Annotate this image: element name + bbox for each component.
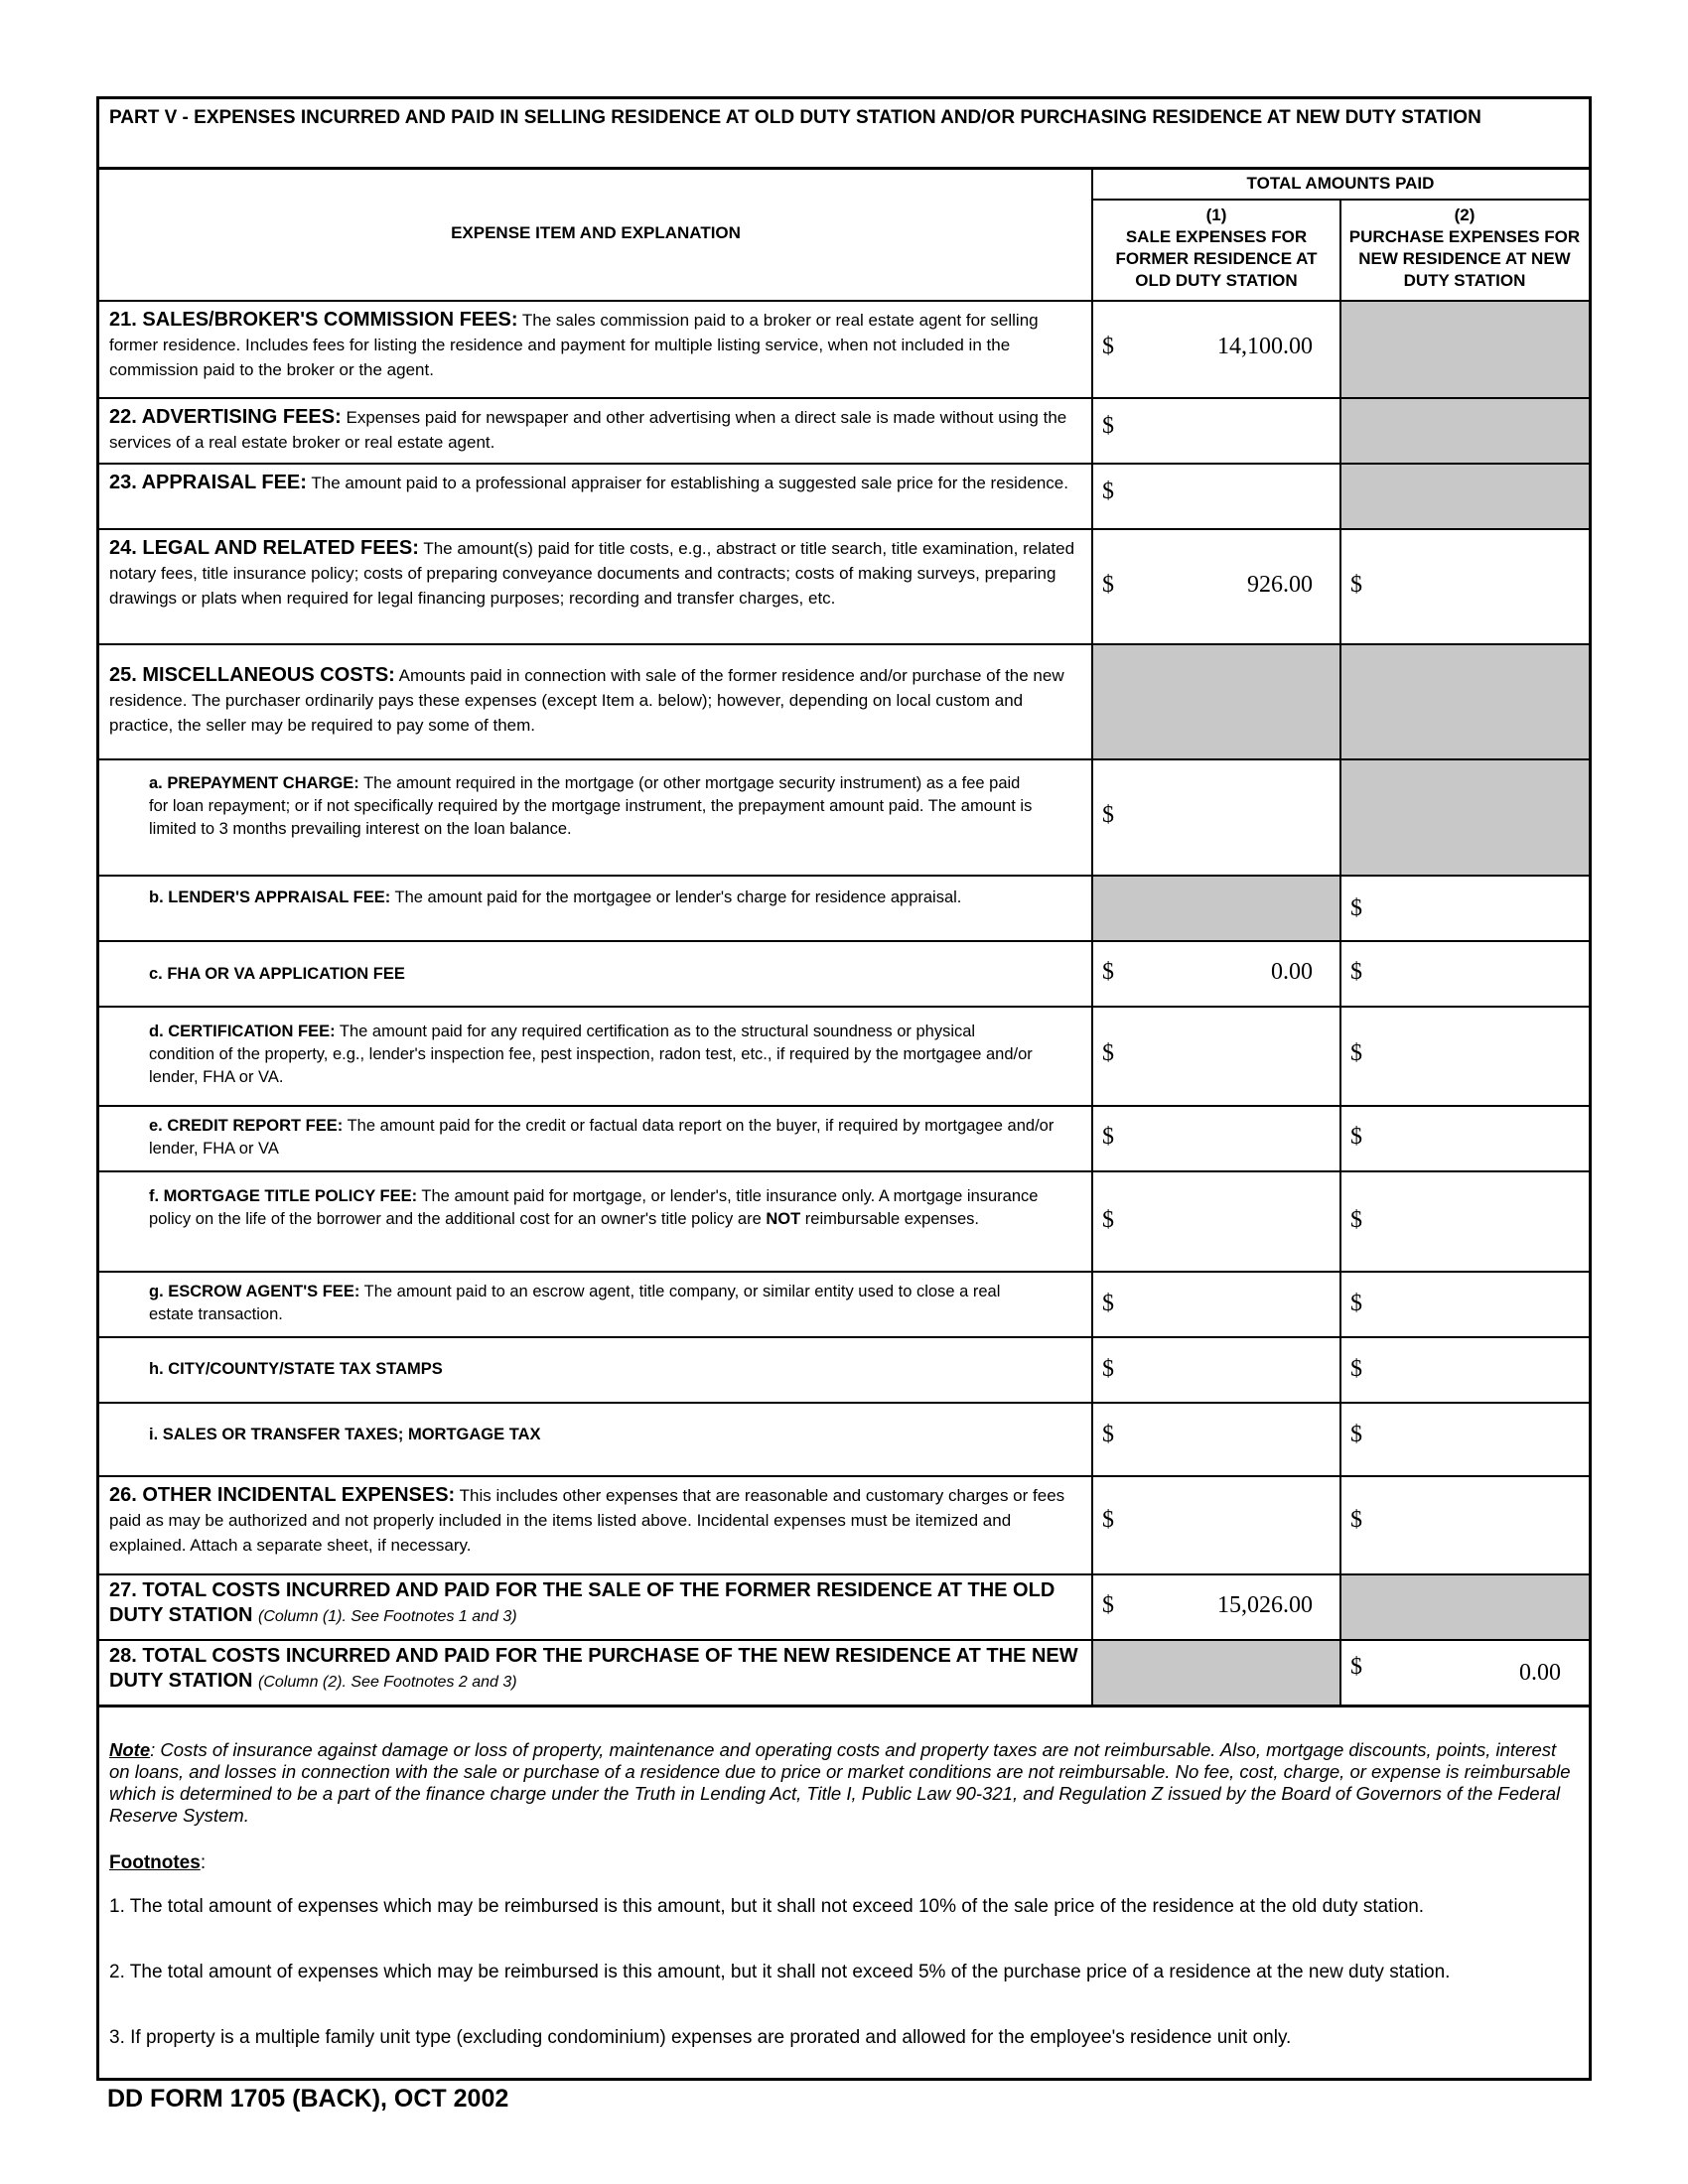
dollar-sign: $ [1102,1422,1114,1447]
dollar-sign: $ [1102,1507,1114,1533]
item-22: 22. ADVERTISING FEES: Expenses paid for newspaper and other advertising when a direct sale is made without using the services of a real estate broker or real estate agent. [109,406,1067,452]
item-21: 21. SALES/BROKER'S COMMISSION FEES: The sales commission paid to a broker or real estate agent for selling former residence. Includes fees for listing the residence and payment for multiple listing service, when not included in the commission paid to the broker or the agent. [109,309,1039,379]
form-part-v [96,96,1592,2081]
dollar-sign: $ [1102,572,1114,598]
item-25b-col2-field[interactable] [1380,884,1579,933]
item-25d-col2-field[interactable] [1380,1023,1579,1092]
item-21-col1-field[interactable]: 14,100.00 [1217,334,1313,359]
item-25i: i. SALES OR TRANSFER TAXES; MORTGAGE TAX [149,1426,541,1443]
item-24: 24. LEGAL AND RELATED FEES: The amount(s) paid for title costs, e.g., abstract or title search, title examination, related notary fees, title insurance policy; costs of preparing conveyance documents and contracts; costs of making surveys, preparing drawings or plats when required for legal financing purposes; recording and transfer charges, etc. [109,537,1075,608]
item-25i-col2-field[interactable] [1380,1410,1579,1459]
dollar-sign: $ [1350,959,1362,985]
dollar-sign: $ [1102,413,1114,439]
shaded-cell [1340,302,1589,399]
item-25h-col1-field[interactable] [1132,1344,1331,1394]
item-25e-col1-field[interactable] [1132,1114,1331,1163]
item-25f-col2-field[interactable] [1380,1181,1579,1261]
item-24-col2-field[interactable] [1380,546,1579,625]
dollar-sign: $ [1102,478,1114,504]
dollar-sign: $ [1350,1654,1362,1680]
dollar-sign: $ [1350,895,1362,921]
dollar-sign: $ [1102,1291,1114,1316]
dollar-sign: $ [1350,1422,1362,1447]
item-23: 23. APPRAISAL FEE: The amount paid to a professional appraiser for establishing a suggested sale price for the residence. [109,472,1068,493]
dollar-sign: $ [1350,1291,1362,1316]
item-26: 26. OTHER INCIDENTAL EXPENSES: This includes other expenses that are reasonable and customary charges or fees paid as may be authorized and not properly included in the items listed above. Incidental expenses must be itemized and explained. Attach a separate sheet, if necessary. [109,1484,1065,1555]
item-25d-col1-field[interactable] [1132,1023,1331,1092]
dollar-sign: $ [1350,1040,1362,1066]
form-identifier: DD FORM 1705 (BACK), OCT 2002 [107,2085,509,2113]
item-25c: c. FHA OR VA APPLICATION FEE [149,965,405,983]
footnote-3: 3. If property is a multiple family unit type (excluding condominium) expenses are prorated and allowed for the employee's residence unit only. [109,2027,1292,2048]
dollar-sign: $ [1350,1356,1362,1382]
dollar-sign: $ [1102,959,1114,985]
shaded-cell [1092,877,1340,942]
item-25b: b. LENDER'S APPRAISAL FEE: The amount paid for the mortgagee or lender's charge for residence appraisal. [149,888,962,906]
item-25g-col2-field[interactable] [1380,1279,1579,1328]
item-27-col1-field[interactable]: 15,026.00 [1217,1592,1313,1618]
item-25e-col2-field[interactable] [1380,1114,1579,1163]
footnote-2: 2. The total amount of expenses which may be reimbursed is this amount, but it shall not exceed 5% of the purchase price of a residence at the new duty station. [109,1962,1451,1982]
footnotes-title: Footnotes: [109,1852,207,1873]
shaded-cell [1340,399,1589,465]
dollar-sign: $ [1350,1207,1362,1233]
item-25d: d. CERTIFICATION FEE: The amount paid for any required certification as to the structural soundness or physical condition of the property, e.g., lender's inspection fee, pest inspection, radon test, etc., if required by the mortgagee and/or lender, FHA or VA. [149,1023,1033,1086]
item-25e: e. CREDIT REPORT FEE: The amount paid for the credit or factual data report on the buyer, if required by mortgagee and/or lender, FHA or VA [149,1117,1055,1158]
dollar-sign: $ [1350,572,1362,598]
item-23-col1-field[interactable] [1132,473,1331,522]
item-27: 27. TOTAL COSTS INCURRED AND PAID FOR THE SALE OF THE FORMER RESIDENCE AT THE OLD DUTY STATION (Column (1). See Footnotes 1 and 3) [109,1579,1055,1626]
dollar-sign: $ [1102,802,1114,828]
dollar-sign: $ [1350,1507,1362,1533]
item-22-col1-field[interactable] [1132,407,1331,457]
item-25g: g. ESCROW AGENT'S FEE: The amount paid to an escrow agent, title company, or similar entity used to close a real estate transaction. [149,1283,1001,1323]
column-1-header: (1) SALE EXPENSES FOR FORMER RESIDENCE AT OLD DUTY STATION [1115,205,1318,290]
expense-column-header: EXPENSE ITEM AND EXPLANATION [451,223,741,242]
shaded-cell [1340,645,1589,760]
shaded-cell [1340,465,1589,530]
dollar-sign: $ [1102,1356,1114,1382]
note-paragraph: Note: Costs of insurance against damage or loss of property, maintenance and operating costs and property taxes are not reimbursable. Also, mortgage discounts, points, interest on loans, and losses in connection with the sale or purchase of a residence due to price or market conditions are not reimbursable. No fee, cost, charge, or expense is reimbursable which is determined to be a part of the finance charge under the Truth in Lending Act, Title I, Public Law 90-321, and Regulation Z issued by the Board of Governors of the Federal Reserve System. [109,1739,1571,1826]
item-24-col1-field[interactable]: 926.00 [1247,572,1313,598]
item-28: 28. TOTAL COSTS INCURRED AND PAID FOR THE PURCHASE OF THE NEW RESIDENCE AT THE NEW DUTY STATION (Column (2). See Footnotes 2 and 3) [109,1645,1078,1692]
item-25h-col2-field[interactable] [1380,1344,1579,1394]
item-26-col1-field[interactable] [1132,1485,1331,1565]
dollar-sign: $ [1102,1040,1114,1066]
shaded-cell [1092,1641,1340,1706]
dollar-sign: $ [1102,1592,1114,1618]
total-amounts-header: TOTAL AMOUNTS PAID [1246,174,1435,193]
column-2-header: (2) PURCHASE EXPENSES FOR NEW RESIDENCE AT NEW DUTY STATION [1348,205,1581,290]
item-25c-col2-field[interactable] [1380,949,1579,999]
item-25a-col1-field[interactable] [1132,784,1331,844]
item-28-col2-field[interactable]: 0.00 [1519,1660,1561,1686]
dollar-sign: $ [1350,1124,1362,1150]
shaded-cell [1340,1575,1589,1641]
item-25i-col1-field[interactable] [1132,1410,1331,1459]
item-25g-col1-field[interactable] [1132,1279,1331,1328]
item-25h: h. CITY/COUNTY/STATE TAX STAMPS [149,1360,443,1378]
item-25c-col1-field[interactable]: 0.00 [1271,959,1313,985]
shaded-cell [1092,645,1340,760]
dollar-sign: $ [1102,1124,1114,1150]
item-26-col2-field[interactable] [1380,1485,1579,1565]
item-25f: f. MORTGAGE TITLE POLICY FEE: The amount paid for mortgage, or lender's, title insurance only. A mortgage insurance policy on the life of the borrower and the additional cost for an owner's title policy are NOT reimbursable expenses. [149,1187,1039,1228]
part-title: PART V - EXPENSES INCURRED AND PAID IN SELLING RESIDENCE AT OLD DUTY STATION AND/OR PURCHASING RESIDENCE AT NEW DUTY STATION [109,107,1481,128]
item-25a: a. PREPAYMENT CHARGE: The amount required in the mortgage (or other mortgage security instrument) as a fee paid for loan repayment; or if not specifically required by the mortgage instrument, the prepayment amount paid. The amount is limited to 3 months prevailing interest on the loan balance. [149,774,1033,838]
shaded-cell [1340,760,1589,877]
item-25f-col1-field[interactable] [1132,1181,1331,1261]
footnote-1: 1. The total amount of expenses which may be reimbursed is this amount, but it shall not exceed 10% of the sale price of the residence at the old duty station. [109,1896,1425,1917]
item-25: 25. MISCELLANEOUS COSTS: Amounts paid in connection with sale of the former residence and/or purchase of the new residence. The purchaser ordinarily pays these expenses (except Item a. below); however, depending on local custom and practice, the seller may be required to pay some of them. [109,664,1064,735]
dollar-sign: $ [1102,334,1114,359]
dollar-sign: $ [1102,1207,1114,1233]
